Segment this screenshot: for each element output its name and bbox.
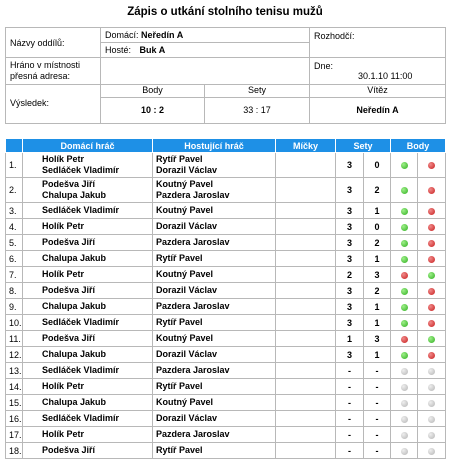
away-player-cell (153, 219, 276, 235)
points-away-cell (418, 251, 446, 267)
points-away-cell (418, 331, 446, 347)
win-dot-icon (428, 272, 435, 279)
sets-home: - (336, 443, 364, 459)
away-player-name[interactable]: Rytíř Pavel (156, 445, 203, 455)
balls-cell (276, 267, 336, 283)
balls-cell (276, 235, 336, 251)
home-player-name[interactable]: Holík Petr (42, 269, 85, 279)
away-player-cell (153, 427, 276, 443)
sets-away: 0 (364, 153, 391, 178)
match-number: 18. (6, 443, 23, 459)
table-row (6, 427, 446, 443)
balls-cell (276, 203, 336, 219)
points-home-cell (391, 363, 418, 379)
referee-label: Rozhodčí: (310, 28, 446, 58)
away-player-cell (153, 283, 276, 299)
away-player-cell (153, 203, 276, 219)
balls-cell (276, 347, 336, 363)
none-dot-icon (428, 384, 435, 391)
sets-home: 3 (336, 178, 364, 203)
points-away-cell (418, 347, 446, 363)
home-player-cell (23, 379, 153, 395)
match-number: 7. (6, 267, 23, 283)
points-home-cell (391, 203, 418, 219)
points-home-cell (391, 315, 418, 331)
away-player-cell (153, 153, 276, 178)
away-player-cell (153, 411, 276, 427)
home-player-cell (23, 347, 153, 363)
result-label: Výsledek: (6, 84, 101, 123)
sets-away: 1 (364, 299, 391, 315)
table-row (6, 443, 446, 459)
points-away-cell (418, 411, 446, 427)
balls-cell (276, 411, 336, 427)
table-row (6, 219, 446, 235)
home-player-cell (23, 251, 153, 267)
loss-dot-icon (428, 288, 435, 295)
away-player-cell (153, 251, 276, 267)
away-team-cell (101, 43, 310, 58)
loss-dot-icon (401, 336, 408, 343)
points-home-cell (391, 153, 418, 178)
date-label: Dne: (314, 61, 334, 71)
away-player-name[interactable]: Pazdera Jaroslav (156, 301, 230, 311)
points-away-cell (418, 219, 446, 235)
matches-table (5, 138, 446, 459)
sets-away: - (364, 427, 391, 443)
date-value: 30.1.10 11:00 (358, 71, 413, 81)
sets-home: 3 (336, 347, 364, 363)
win-dot-icon (401, 256, 408, 263)
match-number: 9. (6, 299, 23, 315)
home-player-name[interactable]: Sedláček Vladimír (42, 365, 120, 375)
away-player-name[interactable]: Pazdera Jaroslav (156, 237, 230, 247)
away-player-name[interactable]: Rytíř Pavel (156, 381, 203, 391)
away-player-cell (153, 363, 276, 379)
points-away-cell (418, 283, 446, 299)
balls-cell (276, 443, 336, 459)
sets-away: 1 (364, 315, 391, 331)
match-number: 16. (6, 411, 23, 427)
match-number: 3. (6, 203, 23, 219)
win-dot-icon (401, 240, 408, 247)
away-player-name[interactable]: Pazdera Jaroslav (156, 190, 230, 200)
table-row (6, 251, 446, 267)
home-player-name[interactable]: Chalupa Jakub (42, 397, 107, 407)
match-number: 4. (6, 219, 23, 235)
col-home-player: Domácí hráč (23, 139, 153, 153)
venue-label: Hráno v místnosti přesná adresa: (6, 58, 101, 85)
points-home-cell (391, 443, 418, 459)
away-player-name[interactable]: Koutný Pavel (156, 179, 214, 189)
sets-home: 1 (336, 331, 364, 347)
points-home-cell (391, 283, 418, 299)
away-player-name[interactable]: Koutný Pavel (156, 269, 214, 279)
win-dot-icon (428, 336, 435, 343)
points-home-cell (391, 395, 418, 411)
none-dot-icon (401, 384, 408, 391)
sets-home: 3 (336, 251, 364, 267)
home-team-name: Neředín A (141, 30, 184, 40)
home-team-cell (101, 28, 310, 43)
sets-home: 3 (336, 203, 364, 219)
home-player-cell (23, 283, 153, 299)
home-player-name[interactable]: Sedláček Vladimír (42, 413, 120, 423)
match-number: 17. (6, 427, 23, 443)
win-dot-icon (401, 162, 408, 169)
points-home-cell (391, 427, 418, 443)
home-label: Domácí: (105, 30, 139, 40)
home-player-cell (23, 363, 153, 379)
away-player-name[interactable]: Pazdera Jaroslav (156, 365, 230, 375)
points-label: Body (101, 84, 205, 97)
win-dot-icon (401, 288, 408, 295)
sets-away: - (364, 379, 391, 395)
sets-away: 1 (364, 203, 391, 219)
points-away-cell (418, 203, 446, 219)
points-home-cell (391, 379, 418, 395)
sets-home: - (336, 395, 364, 411)
points-home-cell (391, 299, 418, 315)
home-player-name[interactable]: Chalupa Jakub (42, 253, 107, 263)
away-player-name[interactable]: Koutný Pavel (156, 397, 214, 407)
points-away-cell (418, 379, 446, 395)
points-value: 10 : 2 (101, 97, 205, 123)
loss-dot-icon (428, 256, 435, 263)
points-away-cell (418, 299, 446, 315)
win-dot-icon (401, 304, 408, 311)
loss-dot-icon (428, 304, 435, 311)
away-player-name[interactable]: Rytíř Pavel (156, 317, 203, 327)
away-player-name[interactable]: Dorazil Václav (156, 165, 218, 175)
result-table (5, 84, 446, 124)
balls-cell (276, 331, 336, 347)
sets-away: 0 (364, 219, 391, 235)
table-row (6, 379, 446, 395)
home-player-cell (23, 331, 153, 347)
venue-value (101, 58, 310, 85)
sets-away: 1 (364, 251, 391, 267)
match-number: 11. (6, 331, 23, 347)
loss-dot-icon (428, 208, 435, 215)
col-away-player: Hostující hráč (153, 139, 276, 153)
home-player-name[interactable]: Sedláček Vladimír (42, 165, 120, 175)
match-number: 14. (6, 379, 23, 395)
points-away-cell (418, 443, 446, 459)
sets-home: 3 (336, 299, 364, 315)
loss-dot-icon (428, 320, 435, 327)
winner-value: Neředín A (310, 97, 446, 123)
match-number: 15. (6, 395, 23, 411)
sets-home: 2 (336, 267, 364, 283)
sets-away: - (364, 411, 391, 427)
sets-away: 3 (364, 267, 391, 283)
sets-value: 33 : 17 (205, 97, 310, 123)
col-balls: Míčky (276, 139, 336, 153)
points-home-cell (391, 331, 418, 347)
none-dot-icon (401, 448, 408, 455)
away-player-cell (153, 235, 276, 251)
points-away-cell (418, 235, 446, 251)
home-player-cell (23, 395, 153, 411)
away-player-cell (153, 299, 276, 315)
match-number: 10. (6, 315, 23, 331)
points-away-cell (418, 267, 446, 283)
home-player-cell (23, 315, 153, 331)
home-player-name[interactable]: Chalupa Jakub (42, 301, 107, 311)
table-row (6, 299, 446, 315)
loss-dot-icon (428, 240, 435, 247)
match-number: 13. (6, 363, 23, 379)
match-number: 5. (6, 235, 23, 251)
loss-dot-icon (428, 352, 435, 359)
points-home-cell (391, 347, 418, 363)
sets-home: 3 (336, 283, 364, 299)
home-player-cell (23, 219, 153, 235)
sets-away: 2 (364, 178, 391, 203)
table-row (6, 363, 446, 379)
points-away-cell (418, 363, 446, 379)
col-number (6, 139, 23, 153)
away-player-cell (153, 178, 276, 203)
away-team-name: Buk A (139, 45, 166, 55)
balls-cell (276, 153, 336, 178)
points-away-cell (418, 153, 446, 178)
balls-cell (276, 299, 336, 315)
win-dot-icon (401, 224, 408, 231)
sets-home: - (336, 379, 364, 395)
table-row (6, 267, 446, 283)
none-dot-icon (401, 368, 408, 375)
loss-dot-icon (428, 224, 435, 231)
points-home-cell (391, 411, 418, 427)
home-player-name[interactable]: Holík Petr (42, 381, 85, 391)
date-cell (310, 58, 446, 85)
home-player-name[interactable]: Sedláček Vladimír (42, 205, 120, 215)
balls-cell (276, 219, 336, 235)
winner-label: Vítěz (310, 84, 446, 97)
loss-dot-icon (401, 272, 408, 279)
home-player-name[interactable]: Podešva Jiří (42, 237, 96, 247)
balls-cell (276, 283, 336, 299)
points-away-cell (418, 395, 446, 411)
none-dot-icon (401, 432, 408, 439)
table-row (6, 203, 446, 219)
points-home-cell (391, 219, 418, 235)
home-player-name[interactable]: Sedláček Vladimír (42, 317, 120, 327)
home-player-name[interactable]: Podešva Jiří (42, 445, 96, 455)
points-home-cell (391, 251, 418, 267)
home-player-cell (23, 427, 153, 443)
balls-cell (276, 395, 336, 411)
balls-cell (276, 427, 336, 443)
win-dot-icon (401, 208, 408, 215)
home-player-cell (23, 203, 153, 219)
sets-home: - (336, 411, 364, 427)
loss-dot-icon (428, 162, 435, 169)
home-player-name[interactable]: Holík Petr (42, 221, 85, 231)
home-player-name[interactable]: Chalupa Jakub (42, 349, 107, 359)
table-row (6, 411, 446, 427)
balls-cell (276, 315, 336, 331)
match-number: 1. (6, 153, 23, 178)
home-player-cell (23, 178, 153, 203)
away-player-cell (153, 379, 276, 395)
away-player-name[interactable]: Dorazil Václav (156, 413, 218, 423)
table-row (6, 178, 446, 203)
sets-away: 3 (364, 331, 391, 347)
sets-home: 3 (336, 153, 364, 178)
table-row (6, 235, 446, 251)
away-player-cell (153, 395, 276, 411)
win-dot-icon (401, 187, 408, 194)
match-header-table (5, 27, 446, 85)
away-player-name[interactable]: Koutný Pavel (156, 333, 214, 343)
away-player-cell (153, 315, 276, 331)
table-row (6, 315, 446, 331)
home-player-cell (23, 443, 153, 459)
none-dot-icon (428, 400, 435, 407)
sets-home: - (336, 363, 364, 379)
away-player-name[interactable]: Koutný Pavel (156, 205, 214, 215)
none-dot-icon (428, 432, 435, 439)
sets-home: 3 (336, 219, 364, 235)
match-number: 2. (6, 178, 23, 203)
win-dot-icon (401, 352, 408, 359)
away-player-cell (153, 331, 276, 347)
match-number: 12. (6, 347, 23, 363)
balls-cell (276, 379, 336, 395)
away-player-cell (153, 347, 276, 363)
col-points: Body (391, 139, 446, 153)
balls-cell (276, 251, 336, 267)
balls-cell (276, 178, 336, 203)
away-player-name[interactable]: Rytíř Pavel (156, 253, 203, 263)
home-player-cell (23, 235, 153, 251)
balls-cell (276, 363, 336, 379)
table-header-row (6, 139, 446, 153)
none-dot-icon (401, 400, 408, 407)
match-number: 6. (6, 251, 23, 267)
page-title: Zápis o utkání stolního tenisu mužů (127, 6, 323, 18)
sets-home: 3 (336, 315, 364, 331)
home-player-name[interactable]: Chalupa Jakub (42, 190, 107, 200)
none-dot-icon (428, 448, 435, 455)
points-home-cell (391, 267, 418, 283)
sets-away: 1 (364, 347, 391, 363)
table-row (6, 347, 446, 363)
home-player-cell (23, 267, 153, 283)
sets-away: 2 (364, 235, 391, 251)
table-row (6, 153, 446, 178)
table-row (6, 283, 446, 299)
teams-label: Názvy oddílů: (6, 28, 101, 58)
sets-away: - (364, 395, 391, 411)
home-player-cell (23, 411, 153, 427)
home-player-name[interactable]: Podešva Jiří (42, 333, 96, 343)
loss-dot-icon (428, 187, 435, 194)
home-player-name[interactable]: Podešva Jiří (42, 285, 96, 295)
sets-away: 2 (364, 283, 391, 299)
points-home-cell (391, 235, 418, 251)
none-dot-icon (428, 368, 435, 375)
sets-home: 3 (336, 235, 364, 251)
match-number: 8. (6, 283, 23, 299)
sets-home: - (336, 427, 364, 443)
points-away-cell (418, 178, 446, 203)
away-player-name[interactable]: Rytíř Pavel (156, 154, 203, 164)
sets-away: - (364, 363, 391, 379)
away-player-name[interactable]: Dorazil Václav (156, 349, 218, 359)
none-dot-icon (401, 416, 408, 423)
away-player-cell (153, 443, 276, 459)
points-away-cell (418, 427, 446, 443)
sets-label: Sety (205, 84, 310, 97)
points-home-cell (391, 178, 418, 203)
away-player-name[interactable]: Pazdera Jaroslav (156, 429, 230, 439)
home-player-name[interactable]: Holík Petr (42, 429, 85, 439)
table-row (6, 331, 446, 347)
points-away-cell (418, 315, 446, 331)
home-player-name[interactable]: Holík Petr (42, 154, 85, 164)
home-player-cell (23, 153, 153, 178)
table-row (6, 395, 446, 411)
home-player-cell (23, 299, 153, 315)
away-label: Hosté: (105, 45, 132, 55)
away-player-name[interactable]: Dorazil Václav (156, 221, 218, 231)
home-player-name[interactable]: Podešva Jiří (42, 179, 96, 189)
win-dot-icon (401, 320, 408, 327)
sets-away: - (364, 443, 391, 459)
away-player-cell (153, 267, 276, 283)
away-player-name[interactable]: Dorazil Václav (156, 285, 218, 295)
none-dot-icon (428, 416, 435, 423)
col-sets: Sety (336, 139, 391, 153)
